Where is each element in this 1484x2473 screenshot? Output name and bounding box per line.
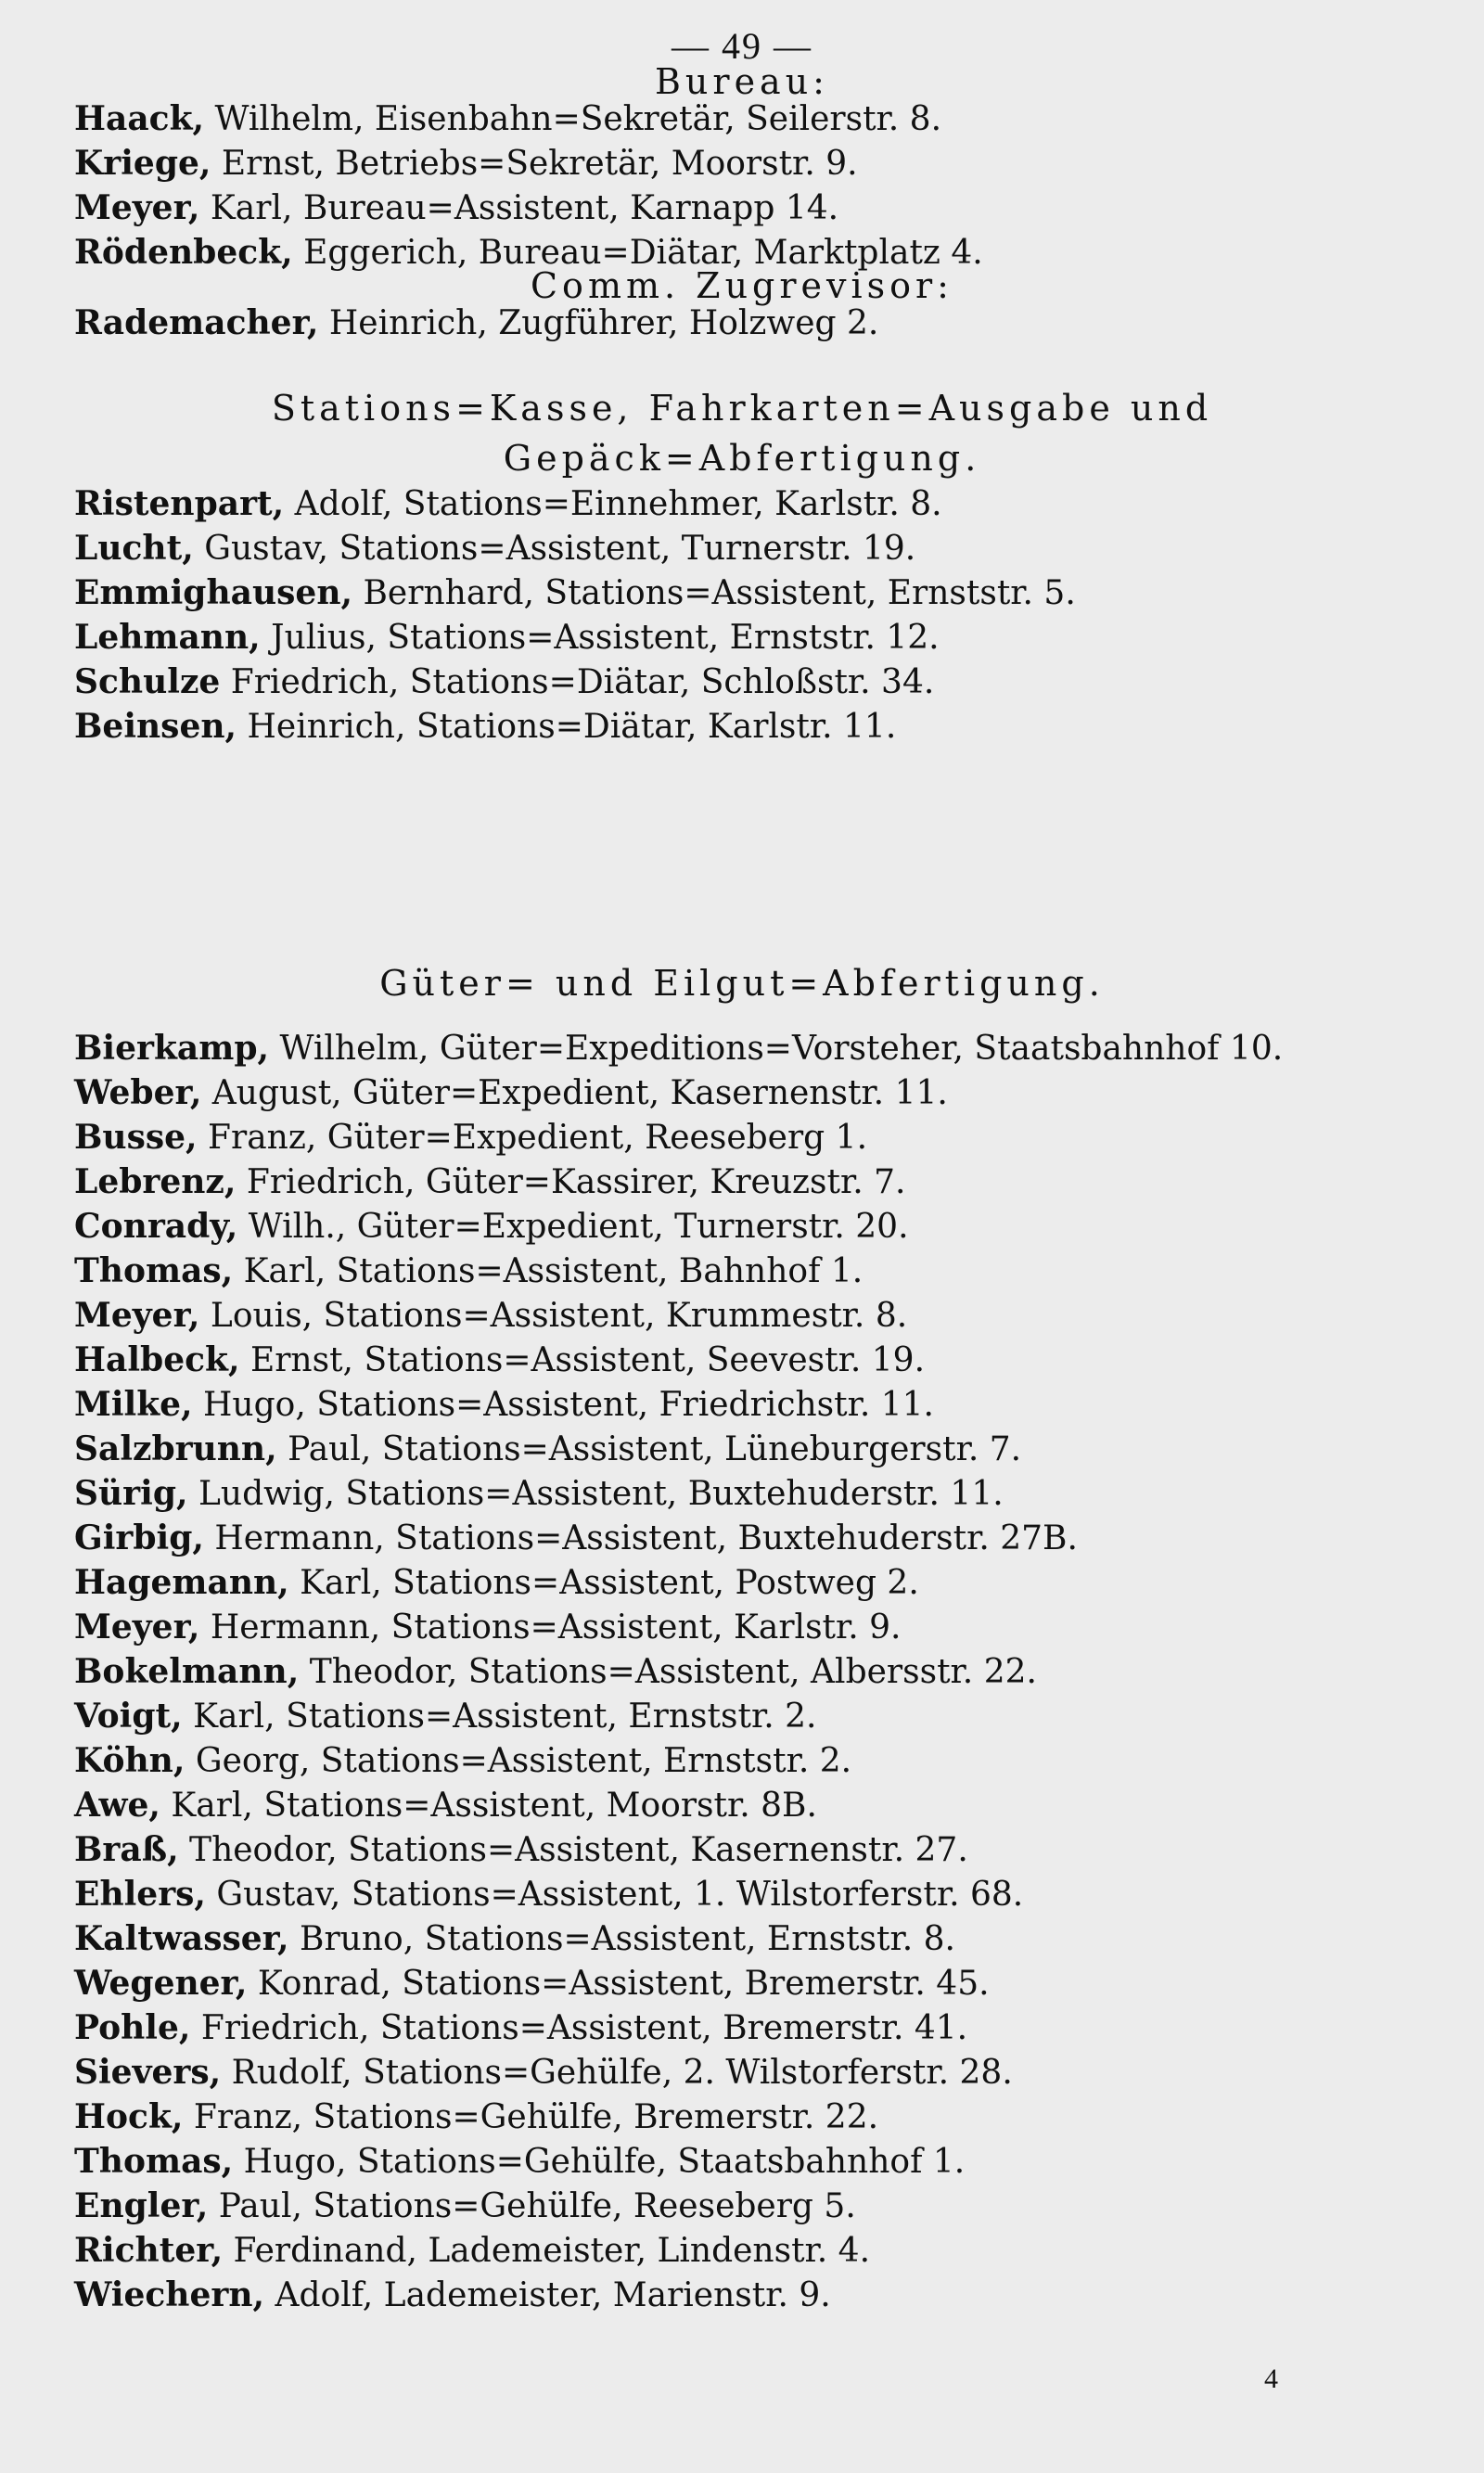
entry-details: Karl, Stations=Assistent, Postweg 2. xyxy=(288,1564,919,1602)
entry-surname: Ehlers, xyxy=(74,1875,206,1914)
page-number: — 49 — xyxy=(672,25,812,67)
entry-surname: Beinsen, xyxy=(74,707,237,746)
entry-details: Theodor, Stations=Assistent, Kasernenstr. 27. xyxy=(178,1831,968,1869)
entry-surname: Rademacher, xyxy=(74,303,319,342)
entry-details: Heinrich, Stations=Diätar, Karlstr. 11. xyxy=(237,708,897,746)
entry-details: Hermann, Stations=Assistent, Karlstr. 9. xyxy=(199,1608,902,1647)
list-item xyxy=(74,96,983,141)
list-item xyxy=(74,1160,1283,1204)
list-item xyxy=(74,704,1076,749)
entry-surname: Voigt, xyxy=(74,1697,183,1736)
entry-surname: Lucht, xyxy=(74,529,194,568)
entry-details: Gustav, Stations=Assistent, Turnerstr. 19. xyxy=(193,530,916,568)
entry-details: Friedrich, Stations=Assistent, Bremerstr. 41. xyxy=(190,2009,968,2047)
zugrevisor-list xyxy=(74,301,878,345)
entry-surname: Salzbrunn, xyxy=(74,1429,277,1468)
entry-surname: Ristenpart, xyxy=(74,484,285,523)
entry-surname: Sievers, xyxy=(74,2053,222,2092)
list-item xyxy=(74,1783,1283,1827)
entry-surname: Weber, xyxy=(74,1073,202,1112)
list-item xyxy=(74,1427,1283,1471)
entry-details: Ludwig, Stations=Assistent, Buxtehuderstr. 11. xyxy=(187,1475,1004,1513)
entry-details: Paul, Stations=Gehülfe, Reeseberg 5. xyxy=(208,2187,856,2225)
entry-surname: Thomas, xyxy=(74,1251,234,1290)
list-item xyxy=(74,2139,1283,2184)
list-item xyxy=(74,1293,1283,1338)
list-item xyxy=(74,1026,1283,1070)
entry-surname: Bokelmann, xyxy=(74,1652,300,1691)
entry-details: August, Güter=Expedient, Kasernenstr. 11. xyxy=(201,1074,948,1112)
list-item xyxy=(74,2273,1283,2317)
entry-details: Karl, Stations=Assistent, Bahnhof 1. xyxy=(233,1252,864,1290)
entry-details: Wilhelm, Güter=Expeditions=Vorsteher, Staatsbahnhof 10. xyxy=(269,1030,1284,1068)
entry-details: Julius, Stations=Assistent, Ernststr. 12. xyxy=(260,619,940,657)
bureau-list xyxy=(74,96,983,275)
entry-surname: Richter, xyxy=(74,2231,224,2270)
entry-surname: Wiechern, xyxy=(74,2275,265,2314)
entry-details: Wilh., Güter=Expedient, Turnerstr. 20. xyxy=(237,1208,909,1246)
entry-surname: Girbig, xyxy=(74,1518,204,1557)
entry-details: Konrad, Stations=Assistent, Bremerstr. 45. xyxy=(247,1965,990,2003)
list-item xyxy=(74,2184,1283,2228)
list-item xyxy=(74,1872,1283,1916)
entry-surname: Emmighausen, xyxy=(74,573,353,612)
list-item xyxy=(74,526,1076,570)
entry-details: Heinrich, Zugführer, Holzweg 2. xyxy=(318,304,879,342)
list-item xyxy=(74,1382,1283,1427)
entry-details: Rudolf, Stations=Gehülfe, 2. Wilstorferstr. 28. xyxy=(221,2054,1013,2092)
entry-surname: Pohle, xyxy=(74,2008,191,2047)
list-item xyxy=(74,1827,1283,1872)
list-item xyxy=(74,1649,1283,1694)
list-item xyxy=(74,141,983,186)
gueterabfertigung-list xyxy=(74,1026,1283,2317)
entry-surname: Milke, xyxy=(74,1385,193,1424)
entry-details: Adolf, Lademeister, Marienstr. 9. xyxy=(264,2276,831,2314)
entry-details: Bernhard, Stations=Assistent, Ernststr. 5. xyxy=(352,574,1076,612)
section-heading-bureau: Bureau: xyxy=(655,61,829,102)
entry-details: Ernst, Betriebs=Sekretär, Moorstr. 9. xyxy=(211,145,858,183)
entry-details: Wilhelm, Eisenbahn=Sekretär, Seilerstr. 8. xyxy=(204,100,942,138)
list-item xyxy=(74,301,878,345)
entry-surname: Haack, xyxy=(74,99,205,138)
entry-details: Karl, Stations=Assistent, Moorstr. 8B. xyxy=(160,1787,817,1825)
entry-details: Friedrich, Güter=Kassirer, Kreuzstr. 7. xyxy=(236,1163,906,1201)
section-heading-zugrevisor: Comm. Zugrevisor: xyxy=(530,265,953,306)
entry-details: Hugo, Stations=Gehülfe, Staatsbahnhof 1. xyxy=(233,2143,966,2181)
entry-surname: Wegener, xyxy=(74,1964,248,2003)
entry-surname: Hock, xyxy=(74,2097,184,2136)
entry-surname: Kriege, xyxy=(74,144,211,183)
entry-details: Friedrich, Stations=Diätar, Schloßstr. 34. xyxy=(220,663,935,701)
entry-surname: Engler, xyxy=(74,2186,209,2225)
list-item xyxy=(74,186,983,230)
list-item xyxy=(74,1070,1283,1115)
list-item xyxy=(74,1516,1283,1560)
list-item xyxy=(74,481,1076,526)
entry-details: Theodor, Stations=Assistent, Albersstr. 22. xyxy=(299,1653,1037,1691)
entry-details: Hermann, Stations=Assistent, Buxtehuderstr. 27B. xyxy=(203,1519,1078,1557)
list-item xyxy=(74,2005,1283,2050)
list-item xyxy=(74,615,1076,660)
list-item xyxy=(74,1249,1283,1293)
list-item xyxy=(74,1961,1283,2005)
entry-surname: Lehmann, xyxy=(74,618,261,657)
list-item xyxy=(74,1338,1283,1382)
entry-surname: Rödenbeck, xyxy=(74,233,293,272)
entry-surname: Meyer, xyxy=(74,188,200,227)
entry-details: Gustav, Stations=Assistent, 1. Wilstorferstr. 68. xyxy=(205,1876,1024,1914)
entry-details: Ferdinand, Lademeister, Lindenstr. 4. xyxy=(223,2232,871,2270)
list-item xyxy=(74,1738,1283,1783)
entry-details: Franz, Güter=Expedient, Reeseberg 1. xyxy=(197,1119,868,1157)
list-item xyxy=(74,1115,1283,1160)
list-item xyxy=(74,1605,1283,1649)
entry-details: Georg, Stations=Assistent, Ernststr. 2. xyxy=(185,1742,852,1780)
section-heading-gueterabfertigung: Güter= und Eilgut=Abfertigung. xyxy=(379,963,1105,1004)
entry-details: Paul, Stations=Assistent, Lüneburgerstr. 7. xyxy=(276,1430,1022,1468)
entry-surname: Bierkamp, xyxy=(74,1029,270,1068)
entry-surname: Busse, xyxy=(74,1118,198,1157)
list-item xyxy=(74,570,1076,615)
entry-details: Franz, Stations=Gehülfe, Bremerstr. 22. xyxy=(183,2098,879,2136)
entry-details: Karl, Stations=Assistent, Ernststr. 2. xyxy=(182,1698,817,1736)
list-item xyxy=(74,1916,1283,1961)
entry-details: Eggerich, Bureau=Diätar, Marktplatz 4. xyxy=(292,234,983,272)
entry-surname: Lebrenz, xyxy=(74,1162,237,1201)
entry-surname: Meyer, xyxy=(74,1608,200,1647)
entry-details: Bruno, Stations=Assistent, Ernststr. 8. xyxy=(288,1920,955,1958)
entry-surname: Braß, xyxy=(74,1830,179,1869)
entry-surname: Meyer, xyxy=(74,1296,200,1335)
section-heading-stationskasse-line2: Gepäck=Abfertigung. xyxy=(503,438,981,479)
entry-details: Louis, Stations=Assistent, Krummestr. 8. xyxy=(199,1297,908,1335)
entry-details: Adolf, Stations=Einnehmer, Karlstr. 8. xyxy=(284,485,942,523)
list-item xyxy=(74,660,1076,704)
entry-surname: Hagemann, xyxy=(74,1563,289,1602)
list-item xyxy=(74,2095,1283,2139)
entry-surname: Halbeck, xyxy=(74,1340,240,1379)
entry-surname: Schulze xyxy=(74,662,221,701)
entry-surname: Awe, xyxy=(74,1786,160,1825)
list-item xyxy=(74,2050,1283,2095)
entry-surname: Thomas, xyxy=(74,2142,234,2181)
list-item xyxy=(74,1694,1283,1738)
signature-mark: 4 xyxy=(1264,2364,1278,2394)
entry-surname: Sürig, xyxy=(74,1474,188,1513)
section-heading-stationskasse: Stations=Kasse, Fahrkarten=Ausgabe und xyxy=(271,388,1213,429)
entry-surname: Köhn, xyxy=(74,1741,186,1780)
list-item xyxy=(74,1560,1283,1605)
list-item xyxy=(74,1204,1283,1249)
list-item xyxy=(74,2228,1283,2273)
stationskasse-list xyxy=(74,481,1076,749)
entry-details: Ernst, Stations=Assistent, Seevestr. 19. xyxy=(239,1341,926,1379)
entry-surname: Conrady, xyxy=(74,1207,238,1246)
entry-details: Hugo, Stations=Assistent, Friedrichstr. 11. xyxy=(192,1386,934,1424)
list-item xyxy=(74,1471,1283,1516)
entry-details: Karl, Bureau=Assistent, Karnapp 14. xyxy=(199,189,839,227)
entry-surname: Kaltwasser, xyxy=(74,1919,289,1958)
